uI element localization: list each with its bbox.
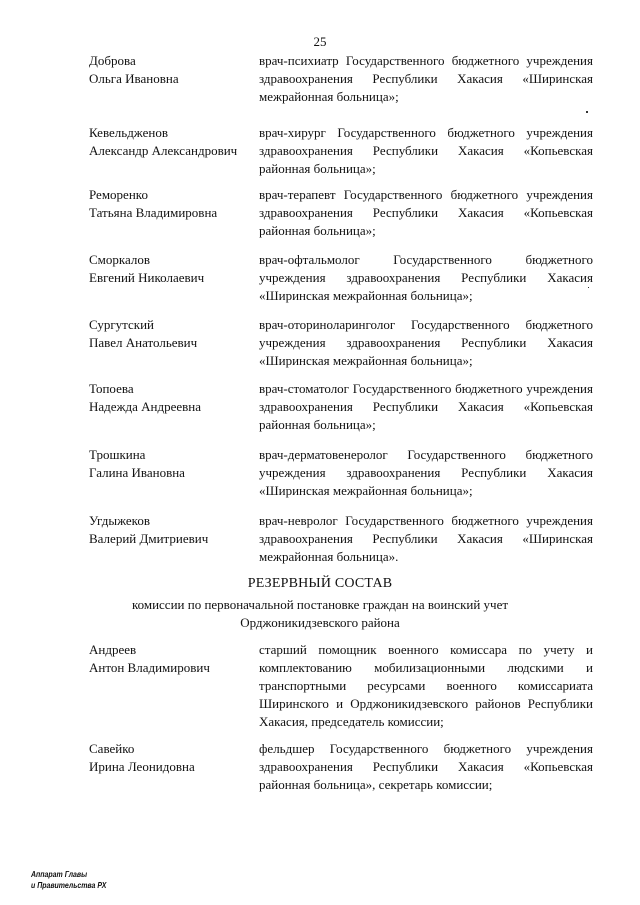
- member-given-name: Павел Анатольевич: [89, 335, 198, 350]
- member-name: [89, 316, 259, 352]
- member-position: врач-хирург Государственного бюджетного учреждения здравоохранения Республики Хакасия «Копьевская районная больница»;: [259, 125, 593, 176]
- member-given-name: Евгений Николаевич: [89, 270, 205, 285]
- page-number: 25: [313, 34, 327, 49]
- member-name: [89, 251, 259, 287]
- reserve-subtitle-line: Орджоникидзевского района: [240, 615, 400, 630]
- member-position: врач-дерматовенеролог Государственного бюджетного учреждения здравоохранения Республики Хакасия «Ширинская межрайонная больница»;: [259, 447, 593, 498]
- member-surname: Топоева: [89, 381, 134, 396]
- member-position: врач-терапевт Государственного бюджетного учреждения здравоохранения Республики Хакасия «Копьевская районная больница»;: [259, 187, 593, 238]
- member-surname: Реморенко: [89, 187, 148, 202]
- member-position: врач-стоматолог Государственного бюджетного учреждения здравоохранения Республики Хакасия «Копьевская районная больница»;: [259, 381, 593, 432]
- stamp-line: и Правительства РХ: [31, 880, 107, 890]
- reserve-section-subtitle: [0, 596, 640, 632]
- member-given-name: Татьяна Владимировна: [89, 205, 218, 220]
- member-position: врач-оториноларинголог Государственного бюджетного учреждения здравоохранения Республики Хакасия «Ширинская межрайонная больница»;: [259, 317, 593, 368]
- member-position: фельдшер Государственного бюджетного учреждения здравоохранения Республики Хакасия «Копьевская районная больница», секретарь комиссии;: [259, 741, 593, 792]
- member-name: [89, 124, 259, 160]
- member-name: [89, 52, 259, 88]
- member-position: старший помощник военного комиссара по учету и комплектованию мобилизационными людскими и транспортными ресурсами военного комиссариата Ширинского и Орджоникидзевского районов Республики Хакасия, председатель комиссии;: [259, 642, 593, 729]
- member-name: [89, 740, 259, 776]
- member-name: [89, 380, 259, 416]
- member-surname: Андреев: [89, 642, 137, 657]
- member-given-name: Антон Владимирович: [89, 660, 210, 675]
- member-given-name: Валерий Дмитриевич: [89, 531, 209, 546]
- member-name: [89, 186, 259, 222]
- member-name: [89, 446, 259, 482]
- member-given-name: Ирина Леонидовна: [89, 759, 195, 774]
- member-position: врач-офтальмолог Государственного бюджетного учреждения здравоохранения Республики Хакасия «Ширинская межрайонная больница»;: [259, 252, 593, 303]
- member-surname: Сморкалов: [89, 252, 151, 267]
- reserve-subtitle-line: комиссии по первоначальной постановке граждан на воинский учет: [131, 597, 509, 612]
- member-surname: Доброва: [89, 53, 136, 68]
- scan-speck: [586, 111, 588, 113]
- member-surname: Кевельдженов: [89, 125, 168, 140]
- member-surname: Угдыжеков: [89, 513, 150, 528]
- reserve-section-title: РЕЗЕРВНЫЙ СОСТАВ: [247, 576, 393, 591]
- member-position: врач-психиатр Государственного бюджетного учреждения здравоохранения Республики Хакасия «Ширинская межрайонная больница»;: [259, 53, 593, 104]
- member-name: [89, 512, 259, 548]
- member-surname: Савейко: [89, 741, 135, 756]
- member-given-name: Галина Ивановна: [89, 465, 185, 480]
- member-name: [89, 641, 259, 677]
- member-position: врач-невролог Государственного бюджетного учреждения здравоохранения Республики Хакасия «Ширинская межрайонная больница».: [259, 513, 593, 564]
- member-given-name: Александр Александрович: [89, 143, 238, 158]
- office-stamp: [31, 869, 106, 891]
- member-surname: Трошкина: [89, 447, 146, 462]
- member-surname: Сургутский: [89, 317, 155, 332]
- stamp-line: Аппарат Главы: [31, 869, 88, 879]
- member-given-name: Надежда Андреевна: [89, 399, 202, 414]
- member-given-name: Ольга Ивановна: [89, 71, 179, 86]
- scan-speck: [588, 287, 589, 288]
